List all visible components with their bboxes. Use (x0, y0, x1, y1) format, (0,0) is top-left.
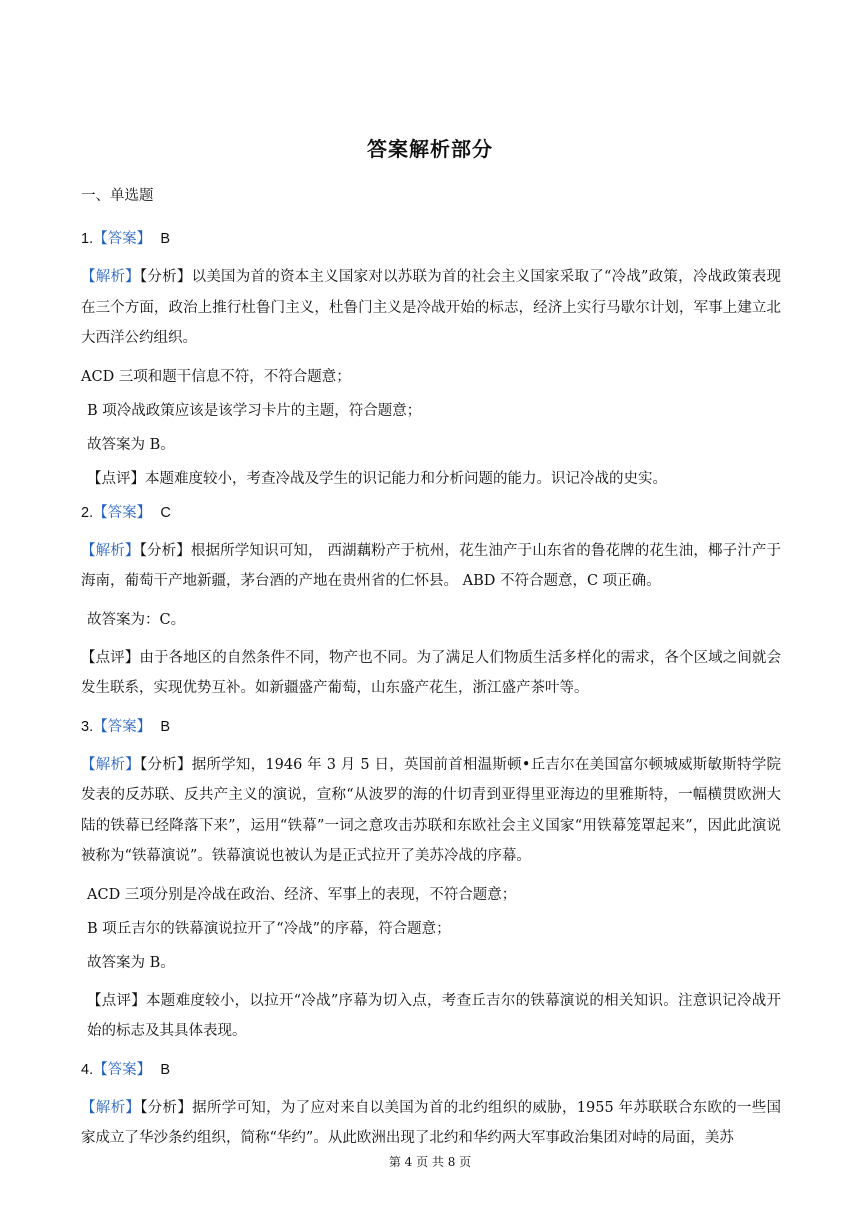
question-4-analysis (81, 1093, 781, 1154)
question-3-comment (81, 986, 781, 1047)
answer-content (81, 228, 781, 1166)
question-number: 4. (81, 1061, 94, 1078)
answer-tag: 【答案】 (93, 718, 152, 735)
question-1-line: ACD 三项和题干信息不符，不符合题意； (81, 368, 351, 385)
question-2-header (81, 502, 781, 524)
page-footer: 第 4 页 共 8 页 (388, 1155, 472, 1169)
analysis-text: 据所学知，1946 年 3 月 5 日，英国前首相温斯顿•丘吉尔在美国富尔顿城威斯敏斯特学院发表的反苏联、反共产主义的演说，宣称“从波罗的海的什切青到亚得里亚海边的里雅斯特，一幅横贯欧洲大陆的铁幕已经降落下来”，运用“铁幕”一词之意攻击苏联和东欧社会主义国家“用铁幕笼罩起来”，因此此演说被称为“铁幕演说”。铁幕演说也被认为是正式拉开了美苏冷战的序幕。 (81, 756, 782, 864)
question-number: 1. (81, 231, 94, 247)
fenxi-tag: 【分析】 (140, 1099, 193, 1116)
fenxi-tag: 【分析】 (139, 542, 191, 559)
question-1-header (81, 228, 781, 250)
question-3-line: ACD 三项分别是冷战在政治、经济、军事上的表现，不符合题意； (87, 886, 517, 903)
question-3-analysis (81, 750, 781, 872)
comment-text: 本题难度较小，考查冷战及学生的识记能力和分析问题的能力。识记冷战的史实。 (145, 470, 667, 487)
question-2-line: 故答案为：C。 (87, 611, 186, 628)
comment-text: 本题难度较小，以拉开“冷战”序幕为切入点，考查丘吉尔的铁幕演说的相关知识。注意识记冷战开始的标志及其具体表现。 (87, 992, 782, 1039)
question-4-header (81, 1059, 781, 1081)
question-number: 3. (81, 718, 94, 735)
answer-tag: 【答案】 (93, 504, 152, 521)
comment-tag: 【点评】 (81, 649, 140, 666)
analysis-text: 以美国为首的资本主义国家对以苏联为首的社会主义国家采取了“冷战”政策，冷战政策表现在三个方面，政治上推行杜鲁门主义，杜鲁门主义是冷战开始的标志，经济上实行马歇尔计划，军事上建立北大西洋公约组织。 (81, 269, 782, 346)
page-title: 答案解析部分 (367, 137, 493, 161)
answer-value: B (160, 231, 170, 247)
comment-tag: 【点评】 (87, 992, 147, 1009)
analysis-text: 据所学可知，为了应对来自以美国为首的北约组织的威胁，1955 年苏联联合东欧的一些国家成立了华沙条约组织，简称“华约”。从此欧洲出现了北约和华约两大军事政治集团对峙的局面，美苏 (81, 1099, 782, 1146)
question-3-line: 故答案为 B。 (87, 954, 175, 971)
comment-text: 由于各地区的自然条件不同，物产也不同。为了满足人们物质生活多样化的需求，各个区域之间就会发生联系，实现优势互补。如新疆盛产葡萄，山东盛产花生，浙江盛产茶叶等。 (81, 649, 781, 696)
question-1-comment (81, 468, 781, 490)
comment-tag: 【点评】 (87, 470, 145, 487)
analysis-tag: 【解析】 (81, 756, 140, 773)
question-number: 2. (81, 504, 94, 521)
question-2-analysis (81, 536, 781, 597)
question-2-comment (81, 643, 781, 704)
analysis-text: 根据所学知识可知， 西湖藕粉产于杭州，花生油产于山东省的鲁花牌的花生油，椰子汁产于海南，葡萄干产地新疆，茅台酒的产地在贵州省的仁怀县。 ABD 不符合题意，C 项正确。 (81, 542, 782, 589)
question-1-line: B 项冷战政策应该是该学习卡片的主题，符合题意； (87, 402, 422, 419)
answer-value: C (160, 504, 171, 521)
question-1-line: 故答案为 B。 (87, 436, 175, 453)
question-1-analysis (81, 262, 781, 354)
analysis-tag: 【解析】 (81, 542, 140, 559)
question-3-header (81, 716, 781, 738)
question-3-line: B 项丘吉尔的铁幕演说拉开了“冷战”的序幕，符合题意； (87, 920, 451, 937)
answer-tag: 【答案】 (93, 231, 152, 247)
analysis-tag: 【解析】 (81, 269, 140, 285)
fenxi-tag: 【分析】 (139, 269, 192, 285)
answer-tag: 【答案】 (93, 1061, 152, 1078)
section-title: 一、单选题 (81, 188, 154, 204)
answer-value: B (160, 1061, 170, 1078)
analysis-tag: 【解析】 (81, 1099, 141, 1116)
fenxi-tag: 【分析】 (139, 756, 192, 773)
answer-value: B (160, 718, 170, 735)
